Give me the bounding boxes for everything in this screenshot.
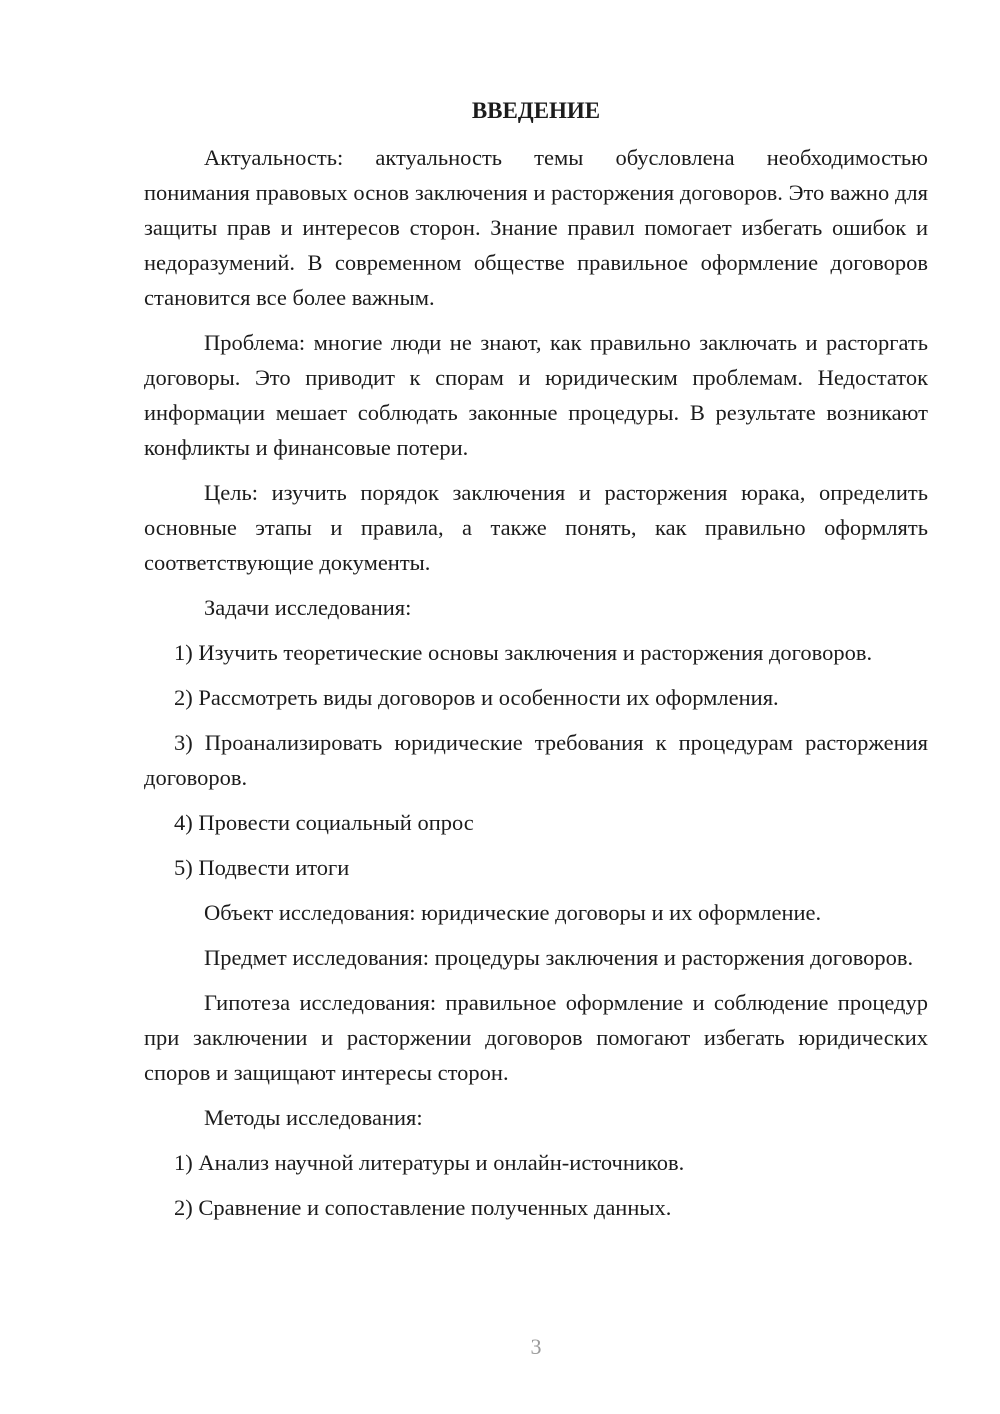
method-item-2: 2) Сравнение и сопоставление полученных данных.	[174, 1195, 672, 1220]
task-item-2: 2) Рассмотреть виды договоров и особенности их оформления.	[174, 685, 779, 710]
page-number: 3	[530, 1334, 542, 1359]
relevance-paragraph: Актуальность: актуальность темы обусловлена необходимостью понимания правовых основ заключения и расторжения договоров. Это важно для защиты прав и интересов сторон. Знание правил помогает избегать ошибок и недоразумений. В современном обществе правильное оформление договоров становится все более важным.	[144, 145, 928, 310]
subject-paragraph: Предмет исследования: процедуры заключения и расторжения договоров.	[204, 945, 914, 970]
task-item-3: 3) Проанализировать юридические требования к процедурам расторжения договоров.	[144, 730, 928, 790]
task-item-4: 4) Провести социальный опрос	[174, 810, 474, 835]
task-item-1: 1) Изучить теоретические основы заключения и расторжения договоров.	[174, 640, 873, 665]
problem-paragraph: Проблема: многие люди не знают, как правильно заключать и расторгать договоры. Это приводит к спорам и юридическим проблемам. Недостаток информации мешает соблюдать законные процедуры. В результате возникают конфликты и финансовые потери.	[144, 330, 928, 460]
object-paragraph: Объект исследования: юридические договоры и их оформление.	[204, 900, 822, 925]
tasks-heading: Задачи исследования:	[204, 595, 412, 620]
task-item-5: 5) Подвести итоги	[174, 855, 350, 880]
page-title: ВВЕДЕНИЕ	[471, 98, 601, 123]
goal-paragraph: Цель: изучить порядок заключения и расторжения юрака, определить основные этапы и правила, а также понять, как правильно оформлять соответствующие документы.	[144, 480, 928, 575]
methods-heading: Методы исследования:	[204, 1105, 423, 1130]
page-content	[144, 96, 928, 1235]
hypothesis-paragraph: Гипотеза исследования: правильное оформление и соблюдение процедур при заключении и расторжении договоров помогают избегать юридических споров и защищают интересы сторон.	[144, 990, 928, 1085]
method-item-1: 1) Анализ научной литературы и онлайн-источников.	[174, 1150, 685, 1175]
